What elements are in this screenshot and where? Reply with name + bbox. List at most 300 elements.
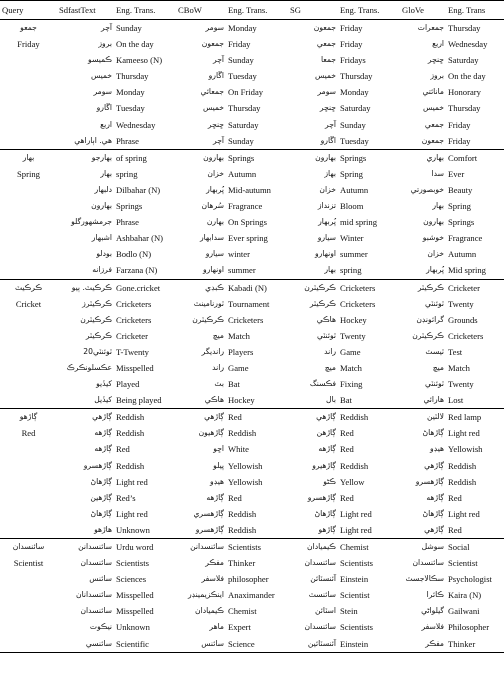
sdfasttext-word: کيڏيو xyxy=(96,379,112,389)
query-cell-empty xyxy=(0,506,57,522)
table-row xyxy=(0,587,504,603)
cbow-translation: Thinker xyxy=(228,558,256,569)
glove-word: جمعرات xyxy=(400,20,446,37)
sg-word: ڳاڙهن xyxy=(316,428,336,438)
cbow-translation: Friday xyxy=(228,39,251,50)
cbow-word: بهارن xyxy=(206,217,224,227)
query-word-sindhi: ڪرڪيٽ xyxy=(0,279,57,296)
cbow-word: ڳاڙهه xyxy=(206,492,224,502)
cbow-word: اونهارو xyxy=(202,265,224,275)
sg-word: ڳاڙهه xyxy=(318,444,336,454)
cbow-word: پيلو xyxy=(213,460,224,470)
query-cell-empty xyxy=(0,328,57,344)
sg-word: فڪسنگ xyxy=(309,379,336,389)
glove-word: خوبصورتي xyxy=(410,184,444,194)
sg-word: ڪرڪيٽرن xyxy=(288,279,338,296)
glove-word: ڪرڪيٽر xyxy=(400,279,446,296)
glove-translation: Fragrance xyxy=(448,233,483,244)
query-cell-empty xyxy=(0,636,57,653)
sdfasttext-word: هاڙهو xyxy=(94,524,112,534)
sg-translation: Light red xyxy=(340,524,372,535)
cbow-translation: On Friday xyxy=(228,87,264,98)
glove-translation: Friday xyxy=(448,135,471,146)
query-cell-empty xyxy=(0,522,57,539)
glove-translation: Ever xyxy=(448,168,465,179)
cbow-translation: Game xyxy=(228,362,249,373)
query-cell-empty xyxy=(0,603,57,619)
glove-translation: Cricketer xyxy=(446,279,504,296)
sdfasttext-word: عڪسلونڪرڪ xyxy=(66,362,112,372)
glove-word: ڳاڙهي xyxy=(424,524,444,534)
table-row xyxy=(0,149,504,166)
glove-word: ڇنڇر xyxy=(427,55,444,65)
glove-word: ڳاڙهسرو xyxy=(415,476,444,486)
table-row xyxy=(0,490,504,506)
sdfasttext-word: 20ٽوئنٽي xyxy=(83,346,112,356)
sg-word: ڳاڙهي xyxy=(288,409,338,426)
glove-word: خزان xyxy=(427,249,444,259)
sg-word: بهار xyxy=(324,265,336,275)
sdfasttext-word: سائنسدانن xyxy=(57,539,114,556)
sg-word: جمعا xyxy=(320,55,336,65)
header-eng-trans-1: Eng. Trans. xyxy=(114,1,176,20)
sg-translation: Chemist xyxy=(338,539,400,556)
sg-word: پُربهار xyxy=(318,217,336,227)
table-row xyxy=(0,376,504,392)
glove-word: لالٽين xyxy=(400,409,446,426)
cbow-translation: Mid-autumn xyxy=(228,184,271,195)
sdfasttext-translation: Thursday xyxy=(116,71,149,82)
sg-translation: Bloom xyxy=(340,201,364,212)
glove-word: بروز xyxy=(430,71,444,81)
sg-word: بهاز xyxy=(324,168,336,178)
sg-word: آچر xyxy=(325,119,336,129)
table-row xyxy=(0,555,504,571)
glove-translation: Honorary xyxy=(448,87,481,98)
cbow-translation: winter xyxy=(228,249,250,260)
query-word-sindhi: ڳاڙهو xyxy=(0,409,57,426)
cbow-translation: Yellowish xyxy=(228,476,263,487)
table-row xyxy=(0,409,504,426)
cbow-translation: Red xyxy=(228,492,242,503)
cbow-translation: Ever spring xyxy=(228,233,268,244)
header-cbow: CBoW xyxy=(176,1,226,20)
cbow-word: ڳاڙهسري xyxy=(193,508,224,518)
sg-word: آئنسٽائين xyxy=(288,636,338,653)
sdfasttext-word: ڪرڪيٽ. ٻيو xyxy=(57,279,114,296)
cbow-translation: Springs xyxy=(226,149,288,166)
sdfasttext-word: ڳاڙهاڻ xyxy=(90,476,112,486)
query-cell-empty xyxy=(0,133,57,150)
sg-translation: Fridays xyxy=(340,55,366,66)
glove-word: بهار xyxy=(432,201,444,211)
cbow-translation: Reddish xyxy=(228,428,257,439)
glove-word: بهاري xyxy=(400,149,446,166)
cbow-word: ماهر xyxy=(209,622,224,632)
sdfasttext-translation: Ashbahar (N) xyxy=(116,233,164,244)
sdfasttext-translation: Cricketer xyxy=(116,330,148,341)
sdfasttext-word: فرزانه xyxy=(92,265,112,275)
sg-translation: Game xyxy=(340,346,361,357)
cbow-translation: Sunday xyxy=(228,55,254,66)
query-word-english: Scientist xyxy=(13,558,44,569)
table-row xyxy=(0,344,504,360)
header-eng-trans-2: Eng. Trans. xyxy=(226,1,288,20)
sg-translation: Friday xyxy=(340,39,363,50)
sdfasttext-translation: Misspelled xyxy=(116,362,154,373)
cbow-word: سُرهان xyxy=(201,201,224,211)
sdfasttext-translation: Unknown xyxy=(116,524,150,535)
glove-word: سدا xyxy=(431,168,444,178)
cbow-translation: Chemist xyxy=(228,606,257,617)
sg-word: سيارو xyxy=(317,233,336,243)
query-word-english: Red xyxy=(21,428,36,439)
sg-word: ڪڻو xyxy=(323,476,336,486)
table-row xyxy=(0,214,504,230)
sdfasttext-word: ڳاڙهسرو xyxy=(83,460,112,470)
sdfasttext-word: جرمشهورگلو xyxy=(71,217,112,227)
sg-translation: Winter xyxy=(340,233,364,244)
table-row xyxy=(0,182,504,198)
query-cell-empty xyxy=(0,587,57,603)
glove-word: مانائتي xyxy=(422,87,444,97)
sg-translation: Cricketers xyxy=(340,298,376,309)
cbow-word: اينڪزيمينڊر xyxy=(187,590,224,600)
query-cell-empty xyxy=(0,376,57,392)
query-cell-empty xyxy=(0,392,57,409)
table-row xyxy=(0,20,504,37)
sdfasttext-word: خميس xyxy=(90,71,112,81)
cbow-translation: Scientists xyxy=(226,539,288,556)
sdfasttext-word: ڳاڙهين xyxy=(90,492,112,502)
glove-word: سڪالاجسٽ xyxy=(405,574,444,584)
sdfasttext-translation: Springs xyxy=(116,201,143,212)
sg-word: راند xyxy=(324,346,336,356)
cbow-translation: Match xyxy=(228,330,250,341)
sg-translation: Red xyxy=(340,444,354,455)
sdfasttext-translation: Being played xyxy=(116,395,162,406)
table-row xyxy=(0,100,504,116)
table-row xyxy=(0,458,504,474)
glove-word: ڪرڪيٽرن xyxy=(412,330,444,340)
cbow-word: جمعون xyxy=(201,39,224,49)
cbow-word: فلاسفر xyxy=(201,574,224,584)
glove-word: بهارون xyxy=(423,217,444,227)
cbow-word: آچر xyxy=(213,135,224,145)
glove-word: ڳاڙهاڻ xyxy=(422,508,444,518)
glove-word: سوشل xyxy=(400,539,446,556)
table-row xyxy=(0,636,504,653)
sdfasttext-translation: On the day xyxy=(116,39,154,50)
table-row xyxy=(0,198,504,214)
glove-translation: Autumn xyxy=(448,249,477,260)
sdfasttext-translation: of spring xyxy=(114,149,176,166)
sdfasttext-translation: Monday xyxy=(116,87,145,98)
query-cell-empty xyxy=(0,182,57,198)
query-cell-empty xyxy=(0,490,57,506)
sdfasttext-word: بودلو xyxy=(96,249,112,259)
sdfasttext-translation: Cricketers xyxy=(116,314,152,325)
query-cell-empty xyxy=(0,441,57,457)
query-cell-empty xyxy=(0,230,57,246)
sdfasttext-word: ڳاڙهاڻ xyxy=(90,508,112,518)
sg-translation: Reddish xyxy=(340,460,369,471)
sdfasttext-translation: Scientists xyxy=(116,558,149,569)
cbow-word: ڪرڪيٽرن xyxy=(192,314,224,324)
query-cell-empty xyxy=(0,344,57,360)
sdfasttext-translation: Wednesday xyxy=(116,119,156,130)
sdfasttext-translation: Red xyxy=(116,444,130,455)
cbow-translation: Autumn xyxy=(228,168,257,179)
glove-translation: Saturday xyxy=(448,55,479,66)
table-row xyxy=(0,506,504,522)
cbow-word: بهارون xyxy=(176,149,226,166)
sg-translation: Stein xyxy=(340,606,358,617)
sg-translation: Monday xyxy=(340,87,369,98)
query-word-sindhi: جمعو xyxy=(0,20,57,37)
sdfasttext-translation: Light red xyxy=(116,508,148,519)
cbow-translation: Cricketers xyxy=(228,314,264,325)
header-eng-trans-3: Eng. Trans. xyxy=(338,1,400,20)
cbow-translation: philosopher xyxy=(228,574,269,585)
sg-translation: Thursday xyxy=(340,71,373,82)
glove-word: ڪائرا xyxy=(426,590,444,600)
table-row xyxy=(0,84,504,100)
sg-translation: Autumn xyxy=(340,184,369,195)
sdfasttext-word: سومر xyxy=(93,87,112,97)
cbow-word: راند xyxy=(212,362,224,372)
sdfasttext-word: ڪرڪيٽرن xyxy=(80,314,112,324)
table-row xyxy=(0,328,504,344)
header-eng-trans-4: Eng. Trans xyxy=(446,1,504,20)
glove-translation: Red xyxy=(448,524,462,535)
sg-translation: mid spring xyxy=(340,217,378,228)
table-row xyxy=(0,52,504,68)
table-row xyxy=(0,474,504,490)
sdfasttext-translation: Reddish xyxy=(116,428,145,439)
sdfasttext-translation: Scientific xyxy=(114,636,176,653)
glove-word: ٽيسٽ xyxy=(425,346,444,356)
sdfasttext-translation: Tuesday xyxy=(116,103,145,114)
sg-translation: Scientists xyxy=(340,558,373,569)
table-row xyxy=(0,36,504,52)
query-cell-empty xyxy=(0,246,57,262)
glove-translation: Reddish xyxy=(448,476,477,487)
query-cell-empty xyxy=(0,52,57,68)
cbow-translation: Monday xyxy=(226,20,288,37)
query-cell-empty xyxy=(0,571,57,587)
sdfasttext-word: هي. اٻاراهي xyxy=(74,135,112,145)
sg-word: ميچ xyxy=(324,362,336,372)
sg-word: بهارون xyxy=(288,149,338,166)
query-word-sindhi: سائنسدان xyxy=(0,539,57,556)
cbow-word: ٽورنامينٽ xyxy=(193,298,224,308)
sg-translation: Sunday xyxy=(340,119,366,130)
sdfasttext-word: ڳاڙهه xyxy=(94,428,112,438)
sg-translation: Match xyxy=(340,362,362,373)
glove-translation: Comfort xyxy=(446,149,504,166)
table-row xyxy=(0,262,504,279)
glove-word: خميس xyxy=(422,103,444,113)
glove-word: ڳاڙهي xyxy=(424,460,444,470)
sdfasttext-translation: Sciences xyxy=(116,574,147,585)
cbow-word: ڇنڇر xyxy=(207,119,224,129)
glove-translation: Springs xyxy=(448,217,475,228)
glove-translation: Lost xyxy=(448,395,464,406)
sdfasttext-translation: Played xyxy=(116,379,140,390)
sdfasttext-translation: Red’s xyxy=(116,492,136,503)
sg-word: تزنداز xyxy=(317,201,336,211)
sdfasttext-translation: spring xyxy=(116,168,138,179)
sg-translation: Tuesday xyxy=(340,135,369,146)
header-sdfasttext: SdfastText xyxy=(57,1,114,20)
cbow-word: پُربهار xyxy=(206,184,224,194)
sdfasttext-translation: Misspelled xyxy=(116,606,154,617)
sdfasttext-word: آچر xyxy=(57,20,114,37)
cbow-word: ڳاڙهسرو xyxy=(195,524,224,534)
sdfasttext-word: اڱارو xyxy=(96,103,112,113)
glove-translation: Red lamp xyxy=(446,409,504,426)
sg-word: اڱارو xyxy=(320,135,336,145)
table-row xyxy=(0,117,504,133)
sg-word: اونهارو xyxy=(314,249,336,259)
glove-translation: Light red xyxy=(448,508,480,519)
table-row xyxy=(0,360,504,376)
glove-word: گيلواڻي xyxy=(421,606,444,616)
sg-word: ڪيميادان xyxy=(288,539,338,556)
sdfasttext-translation: Sunday xyxy=(114,20,176,37)
table-row xyxy=(0,425,504,441)
table-row xyxy=(0,68,504,84)
glove-translation: Wednesday xyxy=(448,39,488,50)
query-cell-empty xyxy=(0,214,57,230)
sdfasttext-translation: Bodlo (N) xyxy=(116,249,152,260)
glove-word: فلاسفر xyxy=(421,622,444,632)
glove-translation: Test xyxy=(448,346,463,357)
sg-translation: Friday xyxy=(338,20,400,37)
sg-translation: Saturday xyxy=(340,103,371,114)
sdfasttext-translation: Urdu word xyxy=(114,539,176,556)
sg-translation: Yellow xyxy=(340,476,365,487)
sg-word: سومر xyxy=(317,87,336,97)
cbow-translation: Thursday xyxy=(228,103,261,114)
cbow-word: ڪيميادان xyxy=(195,606,224,616)
cbow-translation: summer xyxy=(228,265,256,276)
glove-word: خوشبو xyxy=(422,233,444,243)
cbow-word: سائنسدانن xyxy=(176,539,226,556)
glove-translation: Grounds xyxy=(448,314,478,325)
cbow-translation: Reddish xyxy=(228,524,257,535)
cbow-word: هيڊو xyxy=(210,476,224,486)
header-query: Query xyxy=(0,1,57,20)
cbow-word: ڪبڊي xyxy=(176,279,226,296)
sg-translation: Scientists xyxy=(340,622,373,633)
cbow-translation: White xyxy=(228,444,249,455)
sdfasttext-word: اشبهار xyxy=(91,233,112,243)
table-row xyxy=(0,392,504,409)
sdfasttext-word: بهارون xyxy=(91,201,112,211)
glove-translation: Twenty xyxy=(448,379,474,390)
sdfasttext-translation: Dilbahar (N) xyxy=(116,184,161,195)
sg-word: سائنسدان xyxy=(304,622,336,632)
sg-word: ڪرڪيٽر xyxy=(309,298,336,308)
sg-translation: Red xyxy=(340,428,354,439)
sg-translation: Cricketers xyxy=(338,279,400,296)
cbow-word: رانديگر xyxy=(201,346,224,356)
table-row xyxy=(0,522,504,539)
sg-word: جمعي xyxy=(316,39,336,49)
cbow-word: جمعائي xyxy=(200,87,224,97)
glove-translation: Twenty xyxy=(448,298,474,309)
cbow-translation: Sunday xyxy=(228,135,254,146)
cbow-translation: Anaximander xyxy=(228,590,275,601)
query-cell-empty xyxy=(0,262,57,279)
sdfasttext-word: نيڪوت xyxy=(89,622,112,632)
cbow-word: اڇو xyxy=(213,444,224,454)
cbow-translation: Tuesday xyxy=(228,71,257,82)
sg-word: خزان xyxy=(319,184,336,194)
sg-word: ٽوئنٽي xyxy=(316,330,336,340)
glove-translation: Reddish xyxy=(448,460,477,471)
glove-word: هيڊو xyxy=(430,444,444,454)
query-cell-empty xyxy=(0,360,57,376)
sg-word: سائنسدان xyxy=(304,558,336,568)
cbow-word: سيارو xyxy=(205,249,224,259)
cbow-word: هاڪي xyxy=(204,395,224,405)
query-word-english: Friday xyxy=(17,39,40,50)
query-cell-empty xyxy=(0,458,57,474)
sg-translation: Einstein xyxy=(338,636,400,653)
cbow-translation: Hockey xyxy=(228,395,255,406)
table-row xyxy=(0,441,504,457)
cbow-word: اڱارو xyxy=(208,71,224,81)
sg-word: بال xyxy=(326,395,336,405)
query-word-english: Spring xyxy=(17,168,40,179)
sg-word: ڳاڙهو xyxy=(318,524,336,534)
sdfasttext-word: ڪميسو xyxy=(88,55,112,65)
cbow-word: بٽ xyxy=(214,379,224,389)
sdfasttext-word: اربع xyxy=(100,119,112,129)
cbow-word: ميچ xyxy=(212,330,224,340)
sg-translation: Hockey xyxy=(340,314,367,325)
sdfasttext-word: ڪرڪيٽرز xyxy=(82,298,112,308)
glove-word: جمعون xyxy=(421,135,444,145)
cbow-word: آچر xyxy=(213,55,224,65)
glove-word: ميچ xyxy=(432,362,444,372)
cbow-translation: Science xyxy=(226,636,288,653)
cbow-word: ڳاڙهيون xyxy=(198,428,224,438)
glove-translation: Spring xyxy=(448,201,471,212)
query-word-english: Cricket xyxy=(15,298,42,309)
table-row xyxy=(0,571,504,587)
sg-word: ڳاڙهيرو xyxy=(312,460,336,470)
cbow-word: سدابهار xyxy=(199,233,224,243)
glove-translation: Light red xyxy=(448,428,480,439)
sdfasttext-word: کيڏيل xyxy=(94,395,112,405)
glove-translation: Psychologist xyxy=(448,574,492,585)
query-cell-empty xyxy=(0,312,57,328)
sdfasttext-translation: T-Twenty xyxy=(116,346,149,357)
sdfasttext-word: سائنس xyxy=(89,574,112,584)
query-word-sindhi: بهار xyxy=(0,149,57,166)
glove-word: ٽوئنٽي xyxy=(424,298,444,308)
glove-word: ٽوئنٽي xyxy=(424,379,444,389)
glove-translation: Social xyxy=(446,539,504,556)
sdfasttext-word: سائنسي xyxy=(57,636,114,653)
sg-word: هاڪي xyxy=(316,314,336,324)
sdfasttext-translation: Farzana (N) xyxy=(116,265,158,276)
sdfasttext-word: سائنسدان xyxy=(80,606,112,616)
